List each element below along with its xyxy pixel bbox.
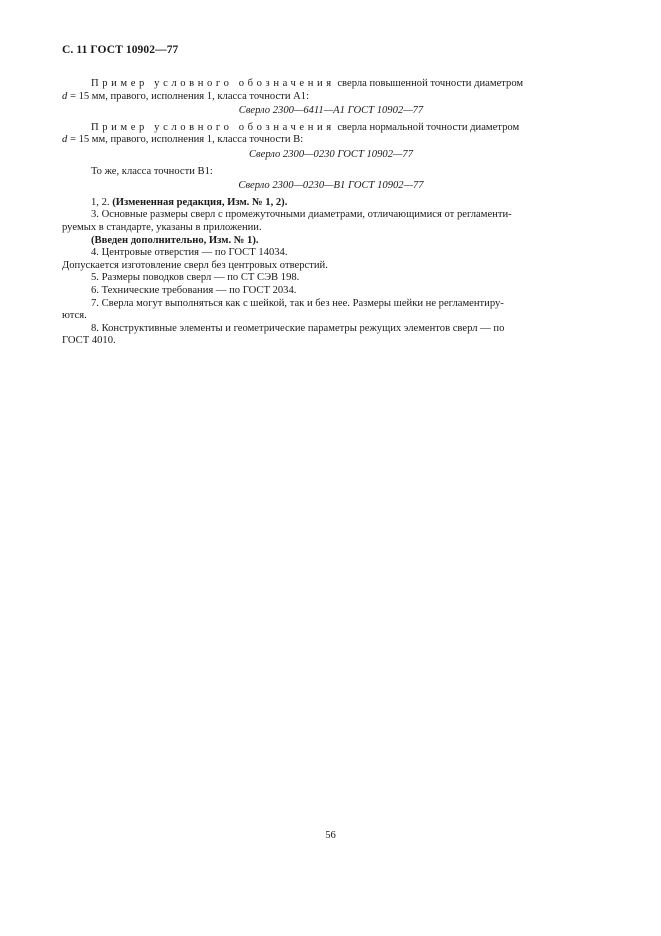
diameter-variable: d — [62, 90, 68, 102]
example-2-text-2: = 15 мм, правого, исполнения 1, класса точности В: — [67, 134, 304, 146]
item-8-line-2: ГОСТ 4010. — [62, 335, 116, 347]
revision-prefix: 1, 2. — [91, 196, 113, 208]
item-7-line-2: ются. — [62, 310, 87, 322]
example-1-paragraph — [62, 78, 600, 103]
page-header: С. 11 ГОСТ 10902—77 — [62, 44, 179, 56]
revision-bold: (Измененная редакция, Изм. № 1, 2). — [112, 196, 288, 208]
example-1-text: сверла повышенной точности диаметром — [334, 78, 524, 89]
item-6: 6. Технические требования — по ГОСТ 2034. — [91, 284, 297, 296]
item-4: 4. Центровые отверстия — по ГОСТ 14034. — [91, 247, 288, 259]
page-number: 56 — [325, 830, 336, 841]
example-1-lead: Пример условного обозначения — [91, 78, 335, 89]
item-5: 5. Размеры поводков сверл — по СТ СЭВ 198. — [91, 272, 300, 284]
example-1-text-2: = 15 мм, правого, исполнения 1, класса точности А1: — [67, 90, 310, 102]
introduced-note: (Введен дополнительно, Изм. № 1). — [91, 234, 259, 246]
item-3-line-2: руемых в стандарте, указаны в приложении. — [62, 221, 262, 233]
item-8-line-1: 8. Конструктивные элементы и геометрические параметры режущих элементов сверл — по — [91, 322, 505, 334]
example-2-lead: Пример условного обозначения — [91, 121, 335, 133]
example-3-designation: Сверло 2300—0230—В1 ГОСТ 10902—77 — [238, 180, 424, 192]
item-7-line-1: 7. Сверла могут выполняться как с шейкой, так и без нее. Размеры шейки не регламентиру- — [91, 297, 504, 309]
example-2-text: сверла нормальной точности диаметром — [334, 121, 520, 133]
example-2-designation: Сверло 2300—0230 ГОСТ 10902—77 — [248, 148, 414, 160]
item-3-line-1: 3. Основные размеры сверл с промежуточными диаметрами, отличающимися от регламенти- — [91, 209, 512, 221]
example-3-text: То же, класса точности В1: — [91, 165, 213, 177]
example-1-designation: Сверло 2300—6411—А1 ГОСТ 10902—77 — [238, 105, 424, 117]
revision-note — [62, 197, 600, 210]
example-2-paragraph — [62, 122, 600, 147]
diameter-variable: d — [62, 134, 68, 146]
document-body — [62, 78, 600, 348]
allowed-note: Допускается изготовление сверл без центровых отверстий. — [62, 259, 328, 271]
